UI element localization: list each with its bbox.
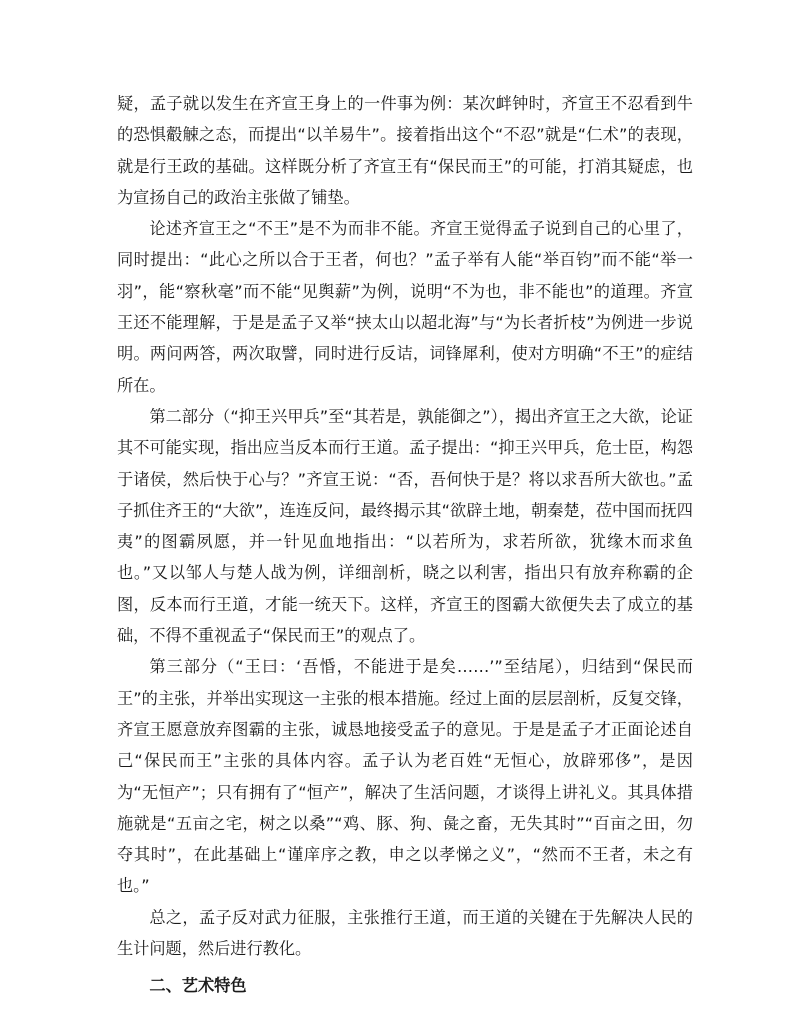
section-heading: 二、艺术特色 [149,976,247,996]
paragraph-4: 第三部分（“王曰：‘吾惛，不能进于是矣……’”至结尾），归结到“保民而王”的主张，并举出实现这一主张的根本措施。经过上面的层层剖析，反复交锋，齐宣王愿意放弃图霸的主张，诚恳地接受孟子的意见。于是是孟子才正面论述自己“保民而王”主张的具体内容。孟子认为老百姓“无恒心，放辟邪侈”，是因为“无恒产”；只有拥有了“恒产”，解决了生活问题，才谈得上讲礼义。其具体措施就是“五亩之宅，树之以桑”“鸡、豚、狗、彘之畜，无失其时”“百亩之田，勿夺其时”，在此基础上“谨庠序之教，申之以孝悌之义”，“然而不王者，未之有也。” [117,657,693,896]
paragraph-2: 论述齐宣王之“不王”是不为而非不能。齐宣王觉得孟子说到自己的心里了，同时提出：“此心之所以合于王者，何也？”孟子举有人能“举百钧”而不能“举一羽”，能“察秋毫”而不能“见舆薪”为例，说明“不为也，非不能也”的道理。齐宣王还不能理解，于是是孟子又举“挟太山以超北海”与“为长者折枝”为例进一步说明。两问两答，两次取譬，同时进行反诘，词锋犀利，使对方明确“不王”的症结所在。 [117,219,693,395]
paragraph-3: 第二部分（“抑王兴甲兵”至“其若是，孰能御之”），揭出齐宣王之大欲，论证其不可能实现，指出应当反本而行王道。孟子提出：“抑王兴甲兵，危士臣，构怨于诸侯，然后快于心与？”齐宣王说：“否，吾何快于是？将以求吾所大欲也。”孟子抓住齐王的“大欲”，连连反问，最终揭示其“欲辟土地，朝秦楚，莅中国而抚四夷”的图霸夙愿，并一针见血地指出：“以若所为，求若所欲，犹缘木而求鱼也。”又以邹人与楚人战为例，详细剖析，晓之以利害，指出只有放弃称霸的企图，反本而行王道，才能一统天下。这样，齐宣王的图霸大欲便失去了成立的基础，不得不重视孟子“保民而王”的观点了。 [117,406,693,646]
document-body [117,88,693,1002]
paragraph-5: 总之，孟子反对武力征服，主张推行王道，而王道的关键在于先解决人民的生计问题，然后进行教化。 [117,907,693,959]
paragraph-1: 疑，孟子就以发生在齐宣王身上的一件事为例：某次衅钟时，齐宣王不忍看到牛的恐惧觳觫之态，而提出“以羊易牛”。接着指出这个“不忍”就是“仁术”的表现，就是行王政的基础。这样既分析了齐宣王有“保民而王”的可能，打消其疑虑，也为宣扬自己的政治主张做了铺垫。 [117,94,693,207]
